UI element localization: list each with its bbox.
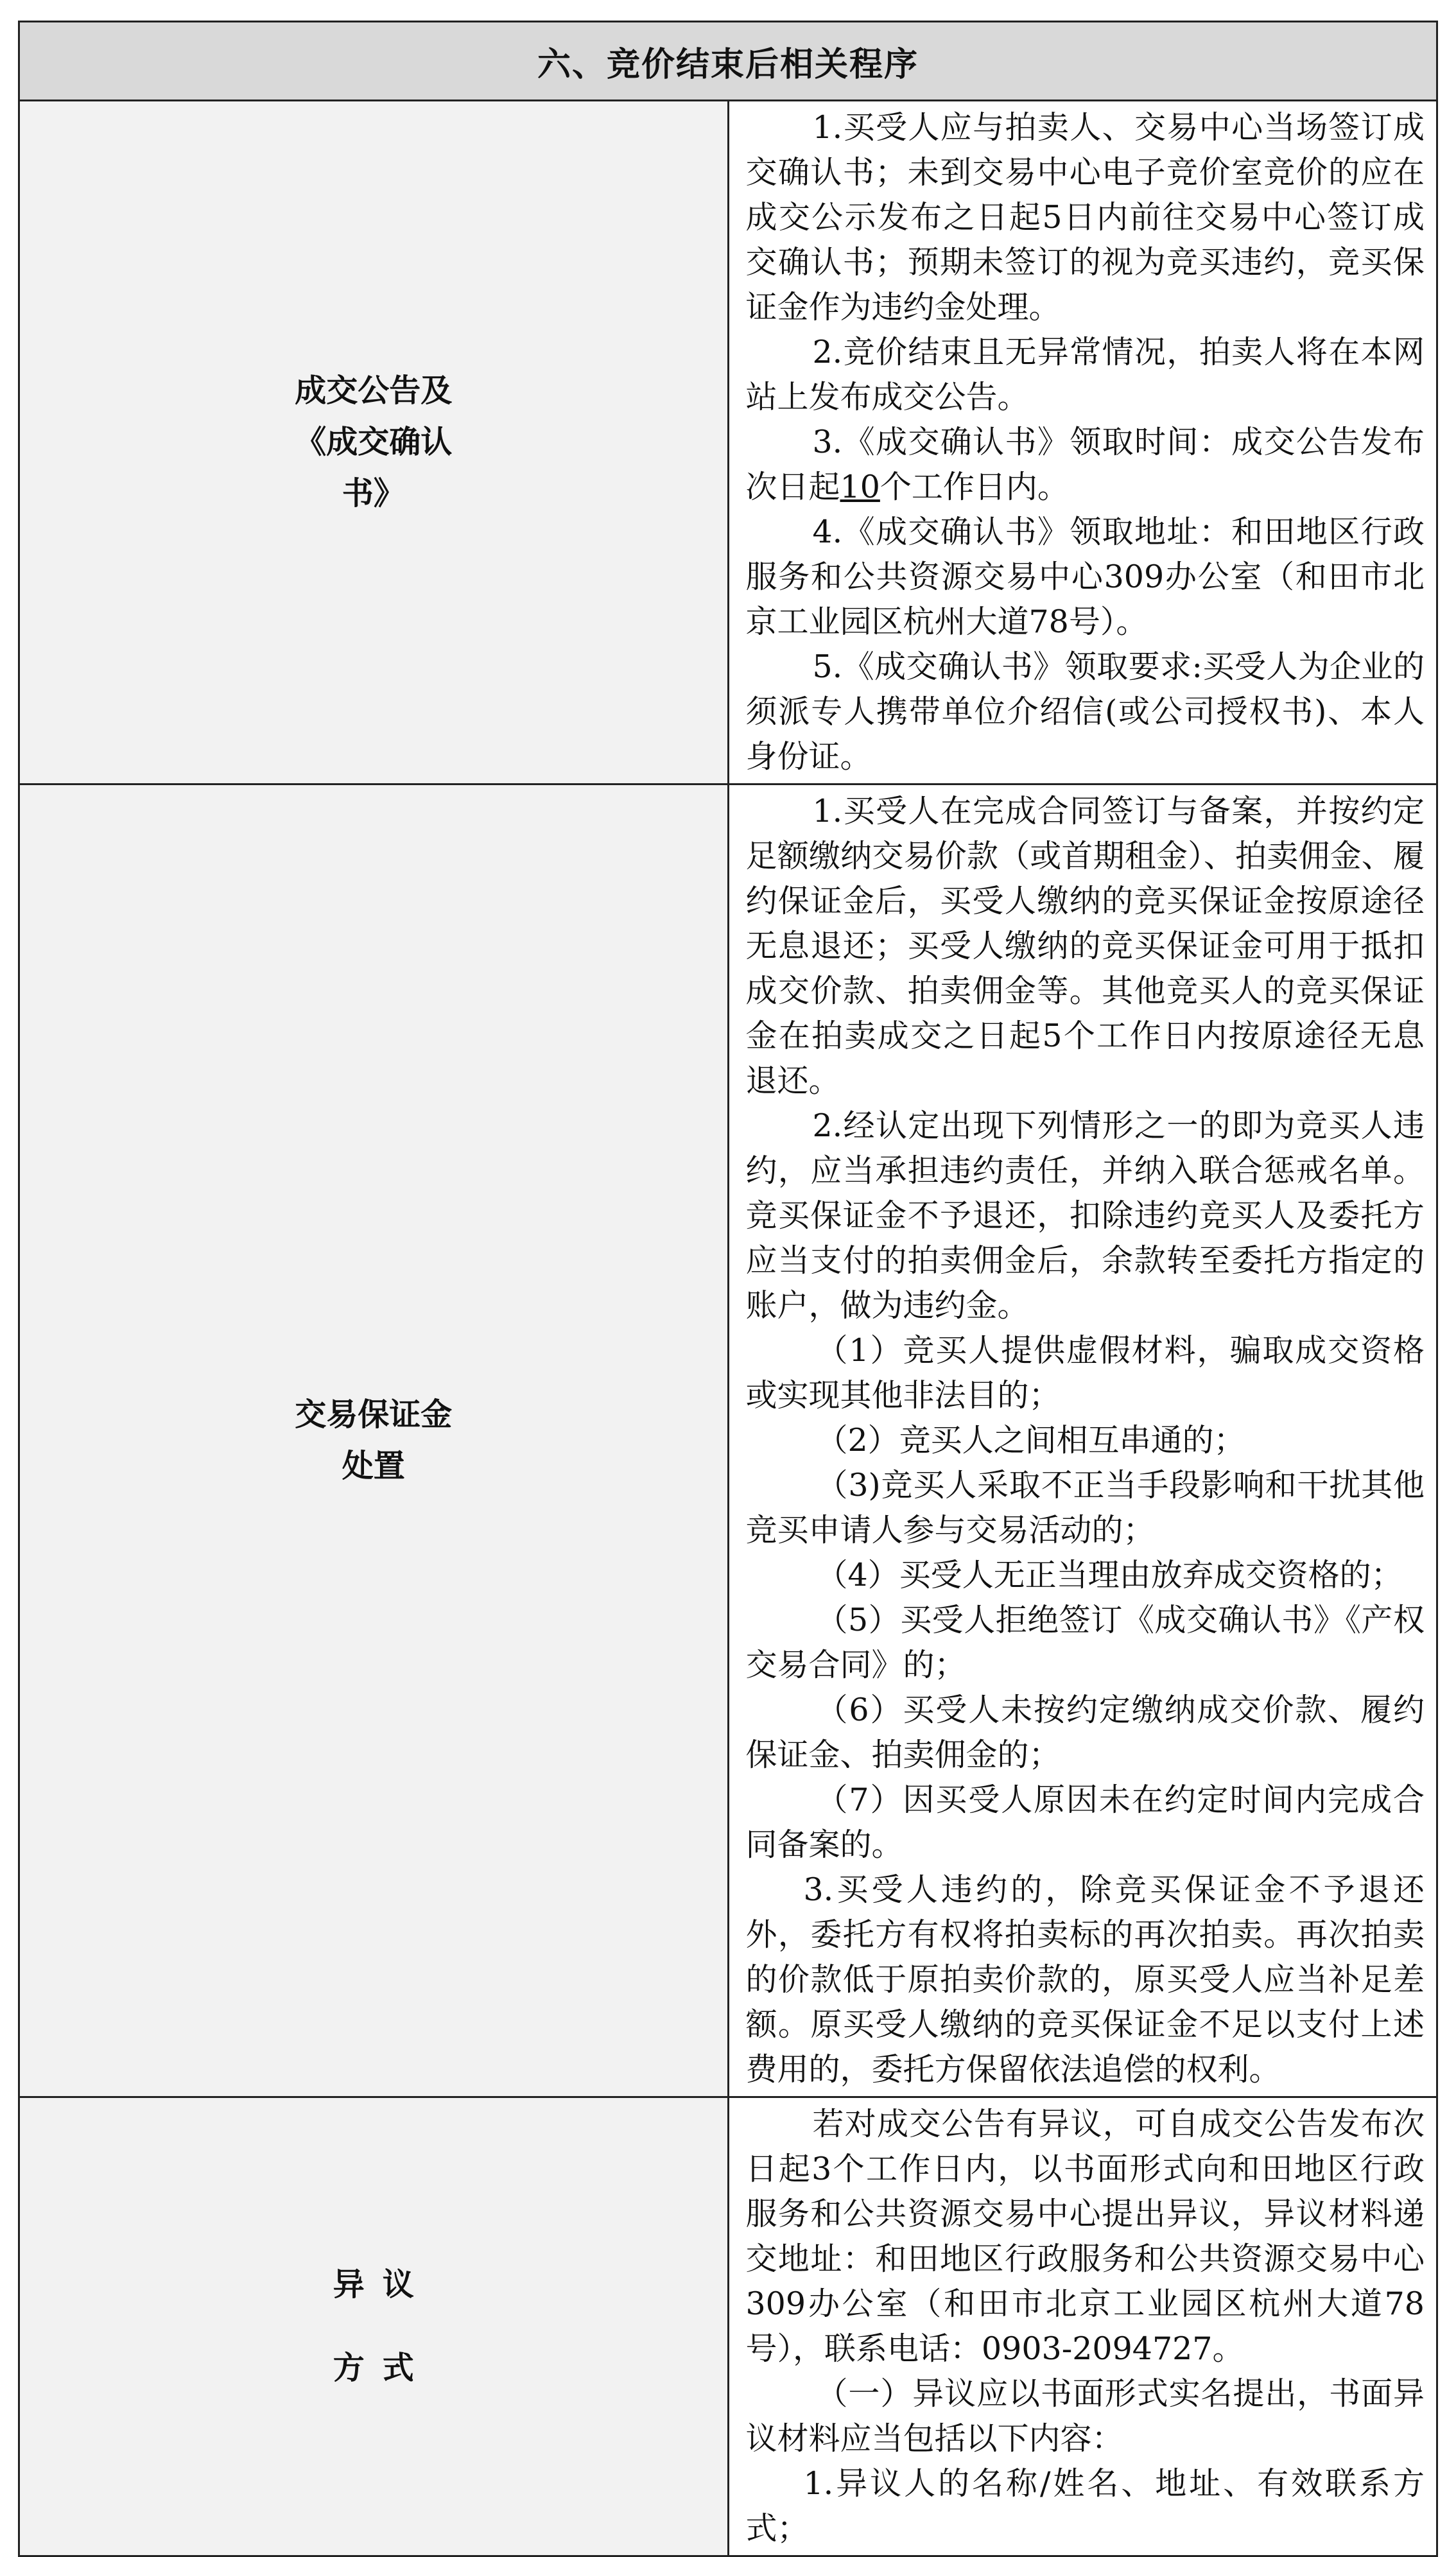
label-line: 处置 [342, 1448, 405, 1484]
paragraph: （一）异议应以书面形式实名提出，书面异议材料应当包括以下内容： [745, 2375, 1425, 2457]
paragraph: 5.《成交确认书》领取要求:买受人为企业的须派专人携带单位介绍信(或公司授权书)、本人身份证。 [745, 648, 1425, 775]
list-item: （5）买受人拒绝签订《成交确认书》《产权交易合同》的； [745, 1602, 1425, 1683]
paragraph [746, 420, 1425, 510]
label-line: 异议 [333, 2266, 432, 2303]
paragraph: 1.买受人应与拍卖人、交易中心当场签订成交确认书；未到交易中心电子竞价室竞价的应在成交公示发布之日起5日内前往交易中心签订成交确认书；预期未签订的视为竞买违约，竞买保证金作为违约金处理。 [745, 109, 1425, 325]
paragraph: 2.经认定出现下列情形之一的即为竞买人违约，应当承担违约责任，并纳入联合惩戒名单。竞买保证金不予退还，扣除违约竞买人及委托方应当支付的拍卖佣金后，余款转至委托方指定的账户，做为违约金。 [745, 1107, 1425, 1324]
row-content-deposit [728, 784, 1437, 2097]
label-line: 《成交确认 [295, 424, 453, 460]
paragraph: 4.《成交确认书》领取地址：和田地区行政服务和公共资源交易中心309办公室（和田市北京工业园区杭州大道78号）。 [745, 514, 1425, 640]
paragraph: 3.买受人违约的，除竞买保证金不予退还外，委托方有权将拍卖标的再次拍卖。再次拍卖的价款低于原拍卖价款的，原买受人应当补足差额。原买受人缴纳的竞买保证金不足以支付上述费用的，委托方保留依法追偿的权利。 [745, 1871, 1425, 2088]
section-title: 六、竞价结束后相关程序 [19, 22, 1437, 101]
row-label-objection [19, 2097, 729, 2556]
paragraph: 1.异议人的名称/姓名、地址、有效联系方式； [745, 2465, 1425, 2547]
label-line: 书》 [342, 475, 405, 512]
list-item: （7）因买受人原因未在约定时间内完成合同备案的。 [745, 1781, 1425, 1863]
row-transaction-announcement [19, 101, 1437, 784]
label-line: 成交公告及 [295, 372, 453, 409]
label-line: 交易保证金 [295, 1396, 453, 1433]
row-label-announcement [19, 101, 729, 784]
paragraph: 若对成交公告有异议，可自成交公告发布次日起3个工作日内，以书面形式向和田地区行政服务和公共资源交易中心提出异议，异议材料递交地址：和田地区行政服务和公共资源交易中心309办公室（和田市北京工业园区杭州大道78号），联系电话：0903-2094727。 [745, 2106, 1425, 2367]
paragraph-text: 个工作日内。 [880, 469, 1069, 505]
underlined-days: 10 [840, 469, 880, 505]
paragraph: 2.竞价结束且无异常情况，拍卖人将在本网站上发布成交公告。 [745, 334, 1425, 415]
row-content-objection [728, 2097, 1437, 2556]
row-deposit-handling [19, 784, 1437, 2097]
row-label-deposit [19, 784, 729, 2097]
label-line: 方式 [333, 2350, 432, 2386]
list-item: （4）买受人无正当理由放弃成交资格的； [816, 1557, 1403, 1593]
list-item: （6）买受人未按约定缴纳成交价款、履约保证金、拍卖佣金的； [745, 1692, 1425, 1773]
row-content-announcement [728, 101, 1437, 784]
paragraph: 1.买受人在完成合同签订与备案，并按约定足额缴纳交易价款（或首期租金）、拍卖佣金、履约保证金后，买受人缴纳的竞买保证金按原途径无息退还；买受人缴纳的竞买保证金可用于抵扣成交价款、拍卖佣金等。其他竞买人的竞买保证金在拍卖成交之日起5个工作日内按原途径无息退还。 [745, 793, 1425, 1099]
paragraph-text: 3.《成交确认书》领取时间：成交公告发布次日起 [745, 424, 1425, 505]
list-item: （3)竞买人采取不正当手段影响和干扰其他竞买申请人参与交易活动的； [745, 1467, 1425, 1548]
list-item: （1）竞买人提供虚假材料，骗取成交资格或实现其他非法目的； [745, 1332, 1425, 1414]
title-row [19, 22, 1437, 101]
row-objection-method [19, 2097, 1437, 2556]
procedure-table [18, 21, 1438, 2557]
list-item: （2）竞买人之间相互串通的； [816, 1422, 1245, 1459]
